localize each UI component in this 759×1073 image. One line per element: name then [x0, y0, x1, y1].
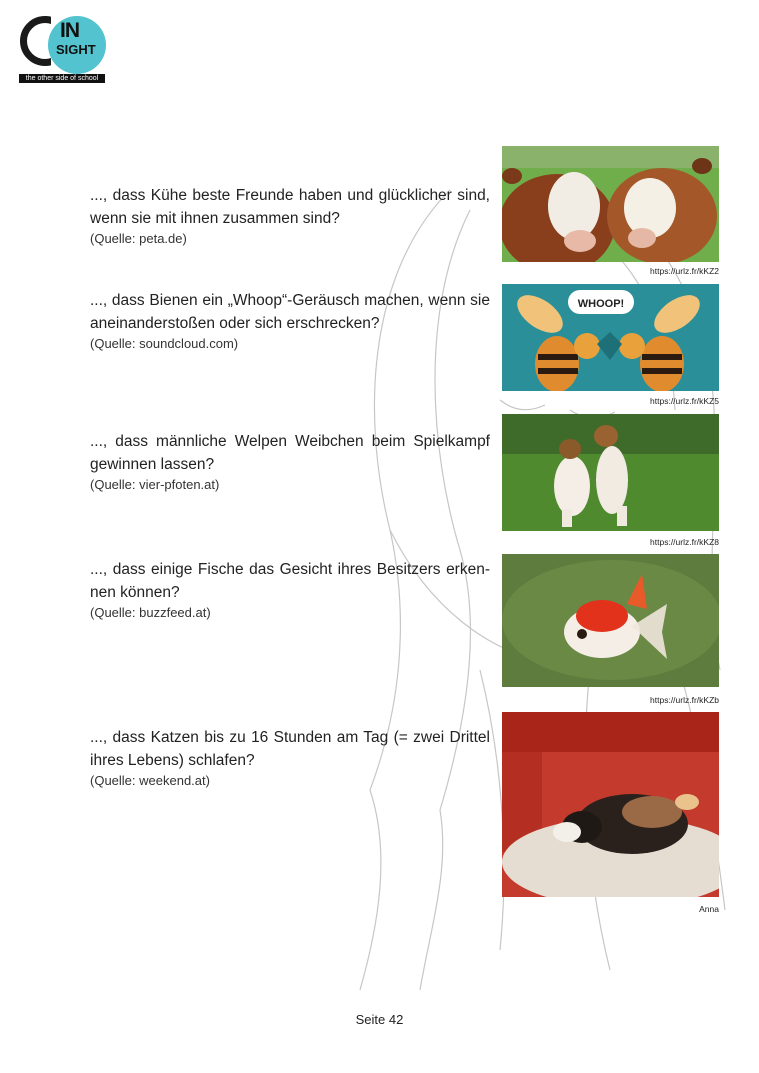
- photo-credit: https://urlz.fr/kKZ8: [650, 537, 719, 547]
- fact-text: ..., dass männliche Welpen Weibchen beim Spielkampf gewinnen lassen?: [90, 433, 490, 473]
- fact-source: (Quelle: weekend.at): [90, 773, 210, 788]
- photo-credit: Anna: [699, 904, 719, 914]
- whoop-bubble-text: WHOOP!: [577, 298, 625, 310]
- page-number: Seite 42: [355, 1012, 404, 1027]
- bees-illustration: [502, 284, 719, 391]
- cat-photo: [502, 712, 719, 897]
- logo-tagline: the other side of school: [19, 74, 105, 83]
- photo-credit: https://urlz.fr/kKZ5: [650, 396, 719, 406]
- fact-item: [90, 558, 490, 622]
- logo-in-text: IN: [60, 19, 79, 42]
- fact-text: ..., dass Bienen ein „Whoop“-Geräusch machen, wenn sie aneinanderstoßen oder sich erschrecken?: [90, 292, 490, 332]
- fact-source: (Quelle: peta.de): [90, 231, 187, 246]
- photo-credit: https://urlz.fr/kKZ2: [650, 266, 719, 276]
- fact-source: (Quelle: soundcloud.com): [90, 336, 239, 351]
- puppies-photo: [502, 414, 719, 531]
- fact-item: [90, 430, 490, 494]
- photo-credit: https://urlz.fr/kKZb: [650, 695, 719, 705]
- logo-sight-text: SIGHT: [56, 42, 96, 57]
- insight-logo: [18, 14, 110, 86]
- goldfish-photo: [502, 554, 719, 687]
- fact-item: [90, 184, 490, 248]
- fact-text: ..., dass Kühe beste Freunde haben und glücklicher sind, wenn sie mit ihnen zusammen sind?: [90, 187, 490, 227]
- fact-text: ..., dass Katzen bis zu 16 Stunden am Tag (= zwei Drittel ihres Lebens) schlafen?: [90, 729, 490, 769]
- fact-text: ..., dass einige Fische das Gesicht ihres Besitzers erken-nen können?: [90, 561, 490, 601]
- fact-item: [90, 289, 490, 353]
- cows-photo: [502, 146, 719, 262]
- fact-source: (Quelle: vier-pfoten.at): [90, 477, 220, 492]
- fact-item: [90, 726, 490, 790]
- fact-source: (Quelle: buzzfeed.at): [90, 605, 211, 620]
